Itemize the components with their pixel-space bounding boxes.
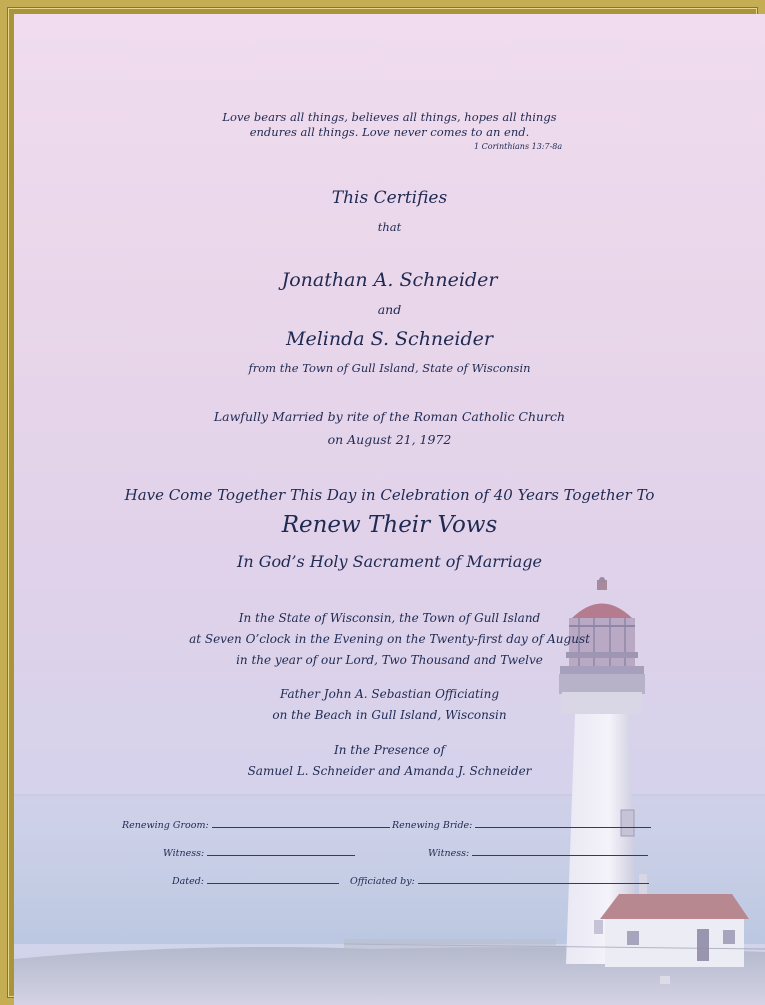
and-text: and [377, 302, 402, 317]
quote-line-1: Love bears all things, believes all things, hopes all things [222, 110, 557, 124]
marriage-line-1: Lawfully Married by rite of the Roman Catholic Church [213, 409, 566, 424]
ceremony-line-1: In the State of Wisconsin, the Town of Gull Island [238, 611, 541, 625]
ceremony-details [14, 608, 765, 671]
marriage-line-2: on August 21, 1972 [327, 432, 452, 447]
witness-1-signature-line[interactable] [163, 846, 355, 859]
ceremony-line-6: In the Presence of [334, 743, 445, 757]
bride-signature-line[interactable] [392, 818, 651, 831]
officiated-by-line[interactable] [350, 874, 649, 887]
groom-signature-line[interactable] [122, 818, 390, 831]
celebration-line: Have Come Together This Day in Celebration of 40 Years Together To [124, 486, 655, 504]
scripture-reference: 1 Corinthians 13:7-8a [474, 142, 563, 151]
groom-name: Jonathan A. Schneider [281, 269, 498, 291]
renew-vows-headline: Renew Their Vows [281, 512, 498, 538]
witness-2-signature-line[interactable] [428, 846, 648, 859]
this-certifies-heading: This Certifies [331, 188, 448, 208]
ceremony-line-3: in the year of our Lord, Two Thousand and Twelve [236, 653, 543, 667]
ceremony-line-4: Father John A. Sebastian Officiating [279, 687, 500, 701]
groom-signature-label: Renewing Groom: [122, 820, 209, 831]
dated-line[interactable] [172, 874, 339, 887]
witness-2-label: Witness: [428, 848, 470, 859]
certificate-paper [14, 14, 765, 1005]
witness-1-label: Witness: [163, 848, 205, 859]
bride-name: Melinda S. Schneider [286, 328, 493, 350]
lighthouse-scene [14, 14, 765, 1005]
dated-label: Dated: [172, 876, 205, 887]
officiant-details [14, 684, 765, 726]
ceremony-line-2: at Seven O’clock in the Evening on the Twenty-first day of August [189, 632, 590, 646]
quote-line-2: endures all things. Love never comes to an end. [249, 125, 530, 139]
ceremony-line-7: Samuel L. Schneider and Amanda J. Schneider [247, 764, 532, 778]
ceremony-line-5: on the Beach in Gull Island, Wisconsin [272, 708, 507, 722]
that-text: that [377, 220, 402, 234]
scripture-quote [14, 110, 765, 140]
presence-details [14, 740, 765, 782]
origin-text: from the Town of Gull Island, State of Wisconsin [248, 361, 531, 375]
bride-signature-label: Renewing Bride: [392, 820, 473, 831]
officiated-by-label: Officiated by: [350, 876, 415, 887]
sacrament-line: In God’s Holy Sacrament of Marriage [237, 552, 542, 571]
